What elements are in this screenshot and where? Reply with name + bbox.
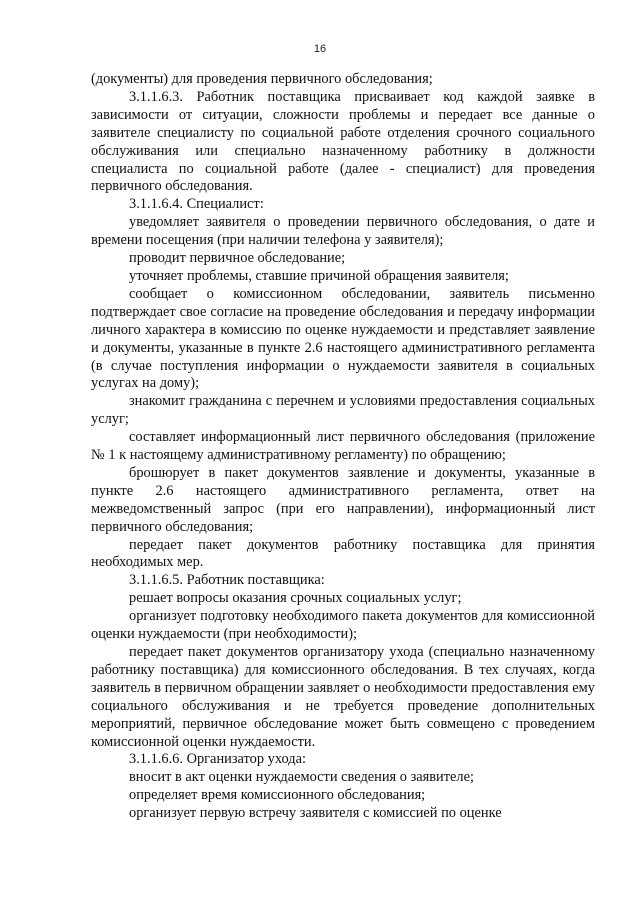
- paragraph: 3.1.1.6.5. Работник поставщика:: [129, 572, 325, 589]
- paragraph: 3.1.1.6.4. Специалист:: [129, 196, 264, 213]
- paragraph: брошюрует в пакет документов заявление и документы, указанные в пункте 2.6 настоящего административного регламента, ответ на межведомственный запрос (при его направлении), информационный лист первичного обследования;: [91, 464, 595, 535]
- paragraph: проводит первичное обследование;: [129, 250, 346, 267]
- paragraph: передает пакет документов работнику поставщика для принятия необходимых мер.: [91, 536, 595, 571]
- paragraph: вносит в акт оценки нуждаемости сведения о заявителе;: [129, 769, 474, 786]
- paragraph: 3.1.1.6.6. Организатор ухода:: [129, 751, 306, 768]
- paragraph: организует первую встречу заявителя с комиссией по оценке: [129, 805, 502, 822]
- page-number: 16: [313, 43, 327, 55]
- paragraph: уведомляет заявителя о проведении первичного обследования, о дате и времени посещения (при наличии телефона у заявителя);: [91, 214, 595, 249]
- paragraph: организует подготовку необходимого пакета документов для комиссионной оценки нуждаемости (при необходимости);: [91, 608, 595, 643]
- paragraph: сообщает о комиссионном обследовании, заявитель письменно подтверждает свое согласие на проведение обследования и передачу информации личного характера в комиссию по оценке нуждаемости и представляет заявление и документы, указанные в пункте 2.6 настоящего административного регламента (в случае поступления информации о нуждаемости заявителя в социальных услугах на дому);: [91, 285, 595, 392]
- paragraph: уточняет проблемы, ставшие причиной обращения заявителя;: [129, 267, 509, 284]
- paragraph: (документы) для проведения первичного обследования;: [91, 71, 433, 87]
- paragraph: решает вопросы оказания срочных социальных услуг;: [129, 590, 462, 607]
- document-body: [91, 71, 595, 823]
- paragraph: составляет информационный лист первичного обследования (приложение № 1 к настоящему административному регламенту) по обращению;: [91, 429, 595, 464]
- paragraph: определяет время комиссионного обследования;: [129, 787, 426, 804]
- paragraph: 3.1.1.6.3. Работник поставщика присваивает код каждой заявке в зависимости от ситуации, сложности проблемы и передает все данные о заявителе специалисту по социальной работе отделения срочного социального обслуживания или специально назначенному работнику в должности специалиста по социальной работе (далее - специалист) для проведения первичного обследования.: [91, 88, 595, 195]
- paragraph: передает пакет документов организатору ухода (специально назначенному работнику поставщика) для комиссионного обследования. В тех случаях, когда заявитель в первичном обращении заявляет о необходимости предоставления ему социального обслуживания и не требуется проведение дополнительных мероприятий, первичное обследование может быть совмещено с проведением комиссионной оценки нуждаемости.: [91, 644, 595, 750]
- paragraph: знакомит гражданина с перечнем и условиями предоставления социальных услуг;: [91, 393, 595, 428]
